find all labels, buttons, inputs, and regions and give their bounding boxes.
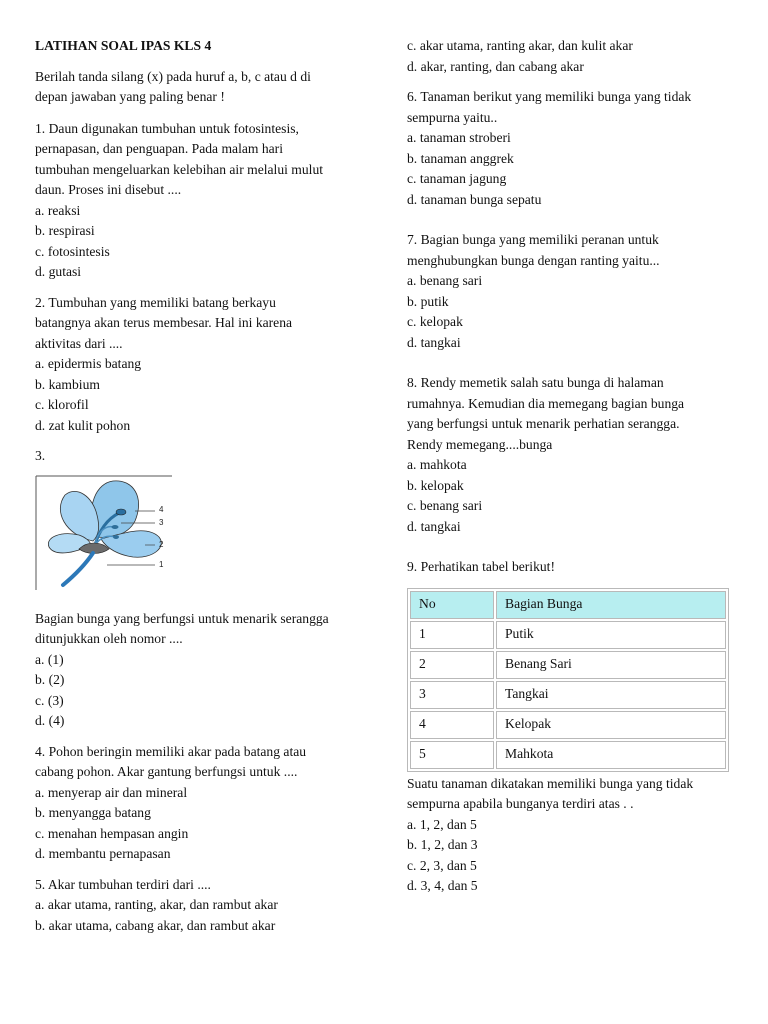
question-text: aktivitas dari .... bbox=[35, 335, 123, 351]
left-column bbox=[35, 36, 365, 946]
question-text: 1. Daun digunakan tumbuhan untuk fotosintesis, bbox=[35, 120, 299, 136]
option-a[interactable]: a. akar utama, ranting, akar, dan rambut akar bbox=[35, 897, 278, 912]
question-text: 5. Akar tumbuhan terdiri dari .... bbox=[35, 876, 211, 892]
question-text: 9. Perhatikan tabel berikut! bbox=[407, 559, 555, 574]
option-c[interactable]: c. tanaman jagung bbox=[407, 171, 507, 186]
option-c[interactable]: c. benang sari bbox=[407, 498, 483, 513]
option-c[interactable]: c. (3) bbox=[35, 692, 64, 708]
table-row bbox=[410, 621, 726, 649]
question-text: 6. Tanaman berikut yang memiliki bunga yang tidak bbox=[407, 89, 692, 104]
question-text: cabang pohon. Akar gantung berfungsi untuk .... bbox=[35, 764, 298, 779]
table-cell: 4 bbox=[410, 711, 494, 739]
question-text: tumbuhan mengeluarkan kelebihan air melalui mulut bbox=[35, 161, 324, 177]
option-d[interactable]: d. 3, 4, dan 5 bbox=[407, 878, 478, 893]
option-a[interactable]: a. mahkota bbox=[407, 457, 467, 472]
table-cell: Tangkai bbox=[496, 681, 726, 709]
figure-label-1: 1 bbox=[159, 559, 164, 569]
option-b[interactable]: b. tanaman anggrek bbox=[407, 150, 514, 166]
question-text: 8. Rendy memetik salah satu bunga di halaman bbox=[407, 375, 664, 390]
option-c[interactable]: c. kelopak bbox=[407, 314, 463, 329]
table-row bbox=[410, 741, 726, 769]
table-row bbox=[410, 681, 726, 709]
option-b[interactable]: b. putik bbox=[407, 293, 449, 309]
question-3 bbox=[35, 446, 365, 732]
question-9 bbox=[407, 557, 737, 897]
table-cell: Benang Sari bbox=[496, 651, 726, 679]
question-text: 2. Tumbuhan yang memiliki batang berkayu bbox=[35, 294, 276, 310]
question-text: yang berfungsi untuk menarik perhatian serangga. bbox=[407, 416, 680, 431]
option-d[interactable]: d. zat kulit pohon bbox=[35, 417, 131, 433]
table-cell: Putik bbox=[496, 621, 726, 649]
table-cell: Kelopak bbox=[496, 711, 726, 739]
option-c[interactable]: c. akar utama, ranting akar, dan kulit akar bbox=[407, 38, 633, 53]
option-c[interactable]: c. 2, 3, dan 5 bbox=[407, 857, 477, 873]
table-cell: 5 bbox=[410, 741, 494, 769]
option-d[interactable]: d. tanaman bunga sepatu bbox=[407, 191, 542, 207]
figure-label-3: 3 bbox=[159, 517, 164, 527]
option-a[interactable]: a. reaksi bbox=[35, 202, 81, 218]
table-header-row bbox=[410, 591, 726, 619]
instructions bbox=[35, 67, 365, 108]
question-5-continued bbox=[407, 36, 737, 77]
flower-illustration bbox=[35, 475, 173, 591]
figure-label-2: 2 bbox=[159, 539, 164, 549]
table-cell: 3 bbox=[410, 681, 494, 709]
option-b[interactable]: b. respirasi bbox=[35, 223, 95, 238]
table-header-cell: Bagian Bunga bbox=[496, 591, 726, 619]
option-d[interactable]: d. tangkai bbox=[407, 334, 461, 350]
option-b[interactable]: b. 1, 2, dan 3 bbox=[407, 837, 478, 852]
question-7 bbox=[407, 230, 737, 353]
table-row bbox=[410, 711, 726, 739]
option-d[interactable]: d. membantu pernapasan bbox=[35, 846, 171, 861]
table-cell: Mahkota bbox=[496, 741, 726, 769]
question-text: ditunjukkan oleh nomor .... bbox=[35, 631, 183, 646]
table-row bbox=[410, 651, 726, 679]
question-text: daun. Proses ini disebut .... bbox=[35, 182, 182, 197]
instructions-line: Berilah tanda silang (x) pada huruf a, b, c atau d di bbox=[35, 68, 311, 84]
option-c[interactable]: c. klorofil bbox=[35, 397, 89, 412]
question-text: pernapasan, dan penguapan. Pada malam hari bbox=[35, 141, 283, 156]
question-8 bbox=[407, 373, 737, 537]
instructions-line: depan jawaban yang paling benar ! bbox=[35, 89, 225, 104]
option-a[interactable]: a. (1) bbox=[35, 651, 64, 667]
option-b[interactable]: b. kelopak bbox=[407, 477, 464, 493]
table-cell: 1 bbox=[410, 621, 494, 649]
option-d[interactable]: d. tangkai bbox=[407, 518, 461, 534]
option-b[interactable]: b. menyangga batang bbox=[35, 805, 151, 820]
question-text: 4. Pohon beringin memiliki akar pada batang atau bbox=[35, 743, 307, 759]
option-b[interactable]: b. (2) bbox=[35, 672, 65, 687]
question-2 bbox=[35, 293, 365, 437]
question-1 bbox=[35, 119, 365, 283]
question-text: rumahnya. Kemudian dia memegang bagian bunga bbox=[407, 395, 685, 411]
right-column bbox=[407, 36, 737, 907]
option-b[interactable]: b. akar utama, cabang akar, dan rambut akar bbox=[35, 917, 276, 933]
table-cell: 2 bbox=[410, 651, 494, 679]
question-text: menghubungkan bunga dengan ranting yaitu... bbox=[407, 252, 660, 268]
question-number: 3. bbox=[35, 448, 46, 463]
option-b[interactable]: b. kambium bbox=[35, 376, 100, 392]
figure-label-4: 4 bbox=[159, 504, 164, 514]
option-a[interactable]: a. benang sari bbox=[407, 273, 483, 288]
question-6 bbox=[407, 87, 737, 210]
question-text: sempurna yaitu.. bbox=[407, 109, 498, 125]
flower-diagram bbox=[35, 475, 173, 591]
option-c[interactable]: c. fotosintesis bbox=[35, 243, 110, 259]
option-d[interactable]: d. (4) bbox=[35, 713, 65, 728]
flower-parts-table bbox=[407, 588, 729, 772]
question-text: sempurna apabila bunganya terdiri atas . . bbox=[407, 796, 634, 811]
option-a[interactable]: a. 1, 2, dan 5 bbox=[407, 816, 477, 832]
option-a[interactable]: a. menyerap air dan mineral bbox=[35, 784, 188, 800]
question-4 bbox=[35, 742, 365, 865]
question-5 bbox=[35, 875, 365, 937]
option-a[interactable]: a. tanaman stroberi bbox=[407, 130, 511, 145]
question-text: batangnya akan terus membesar. Hal ini karena bbox=[35, 315, 293, 330]
question-text: Bagian bunga yang berfungsi untuk menarik serangga bbox=[35, 610, 329, 626]
option-d[interactable]: d. gutasi bbox=[35, 264, 82, 279]
question-text: 7. Bagian bunga yang memiliki peranan untuk bbox=[407, 232, 659, 247]
option-c[interactable]: c. menahan hempasan angin bbox=[35, 825, 189, 841]
option-d[interactable]: d. akar, ranting, dan cabang akar bbox=[407, 58, 584, 74]
question-text: Rendy memegang....bunga bbox=[407, 436, 553, 452]
table-header-cell: No bbox=[410, 591, 494, 619]
option-a[interactable]: a. epidermis batang bbox=[35, 356, 142, 371]
page-title: LATIHAN SOAL IPAS KLS 4 bbox=[35, 38, 212, 53]
question-text: Suatu tanaman dikatakan memiliki bunga yang tidak bbox=[407, 775, 694, 791]
